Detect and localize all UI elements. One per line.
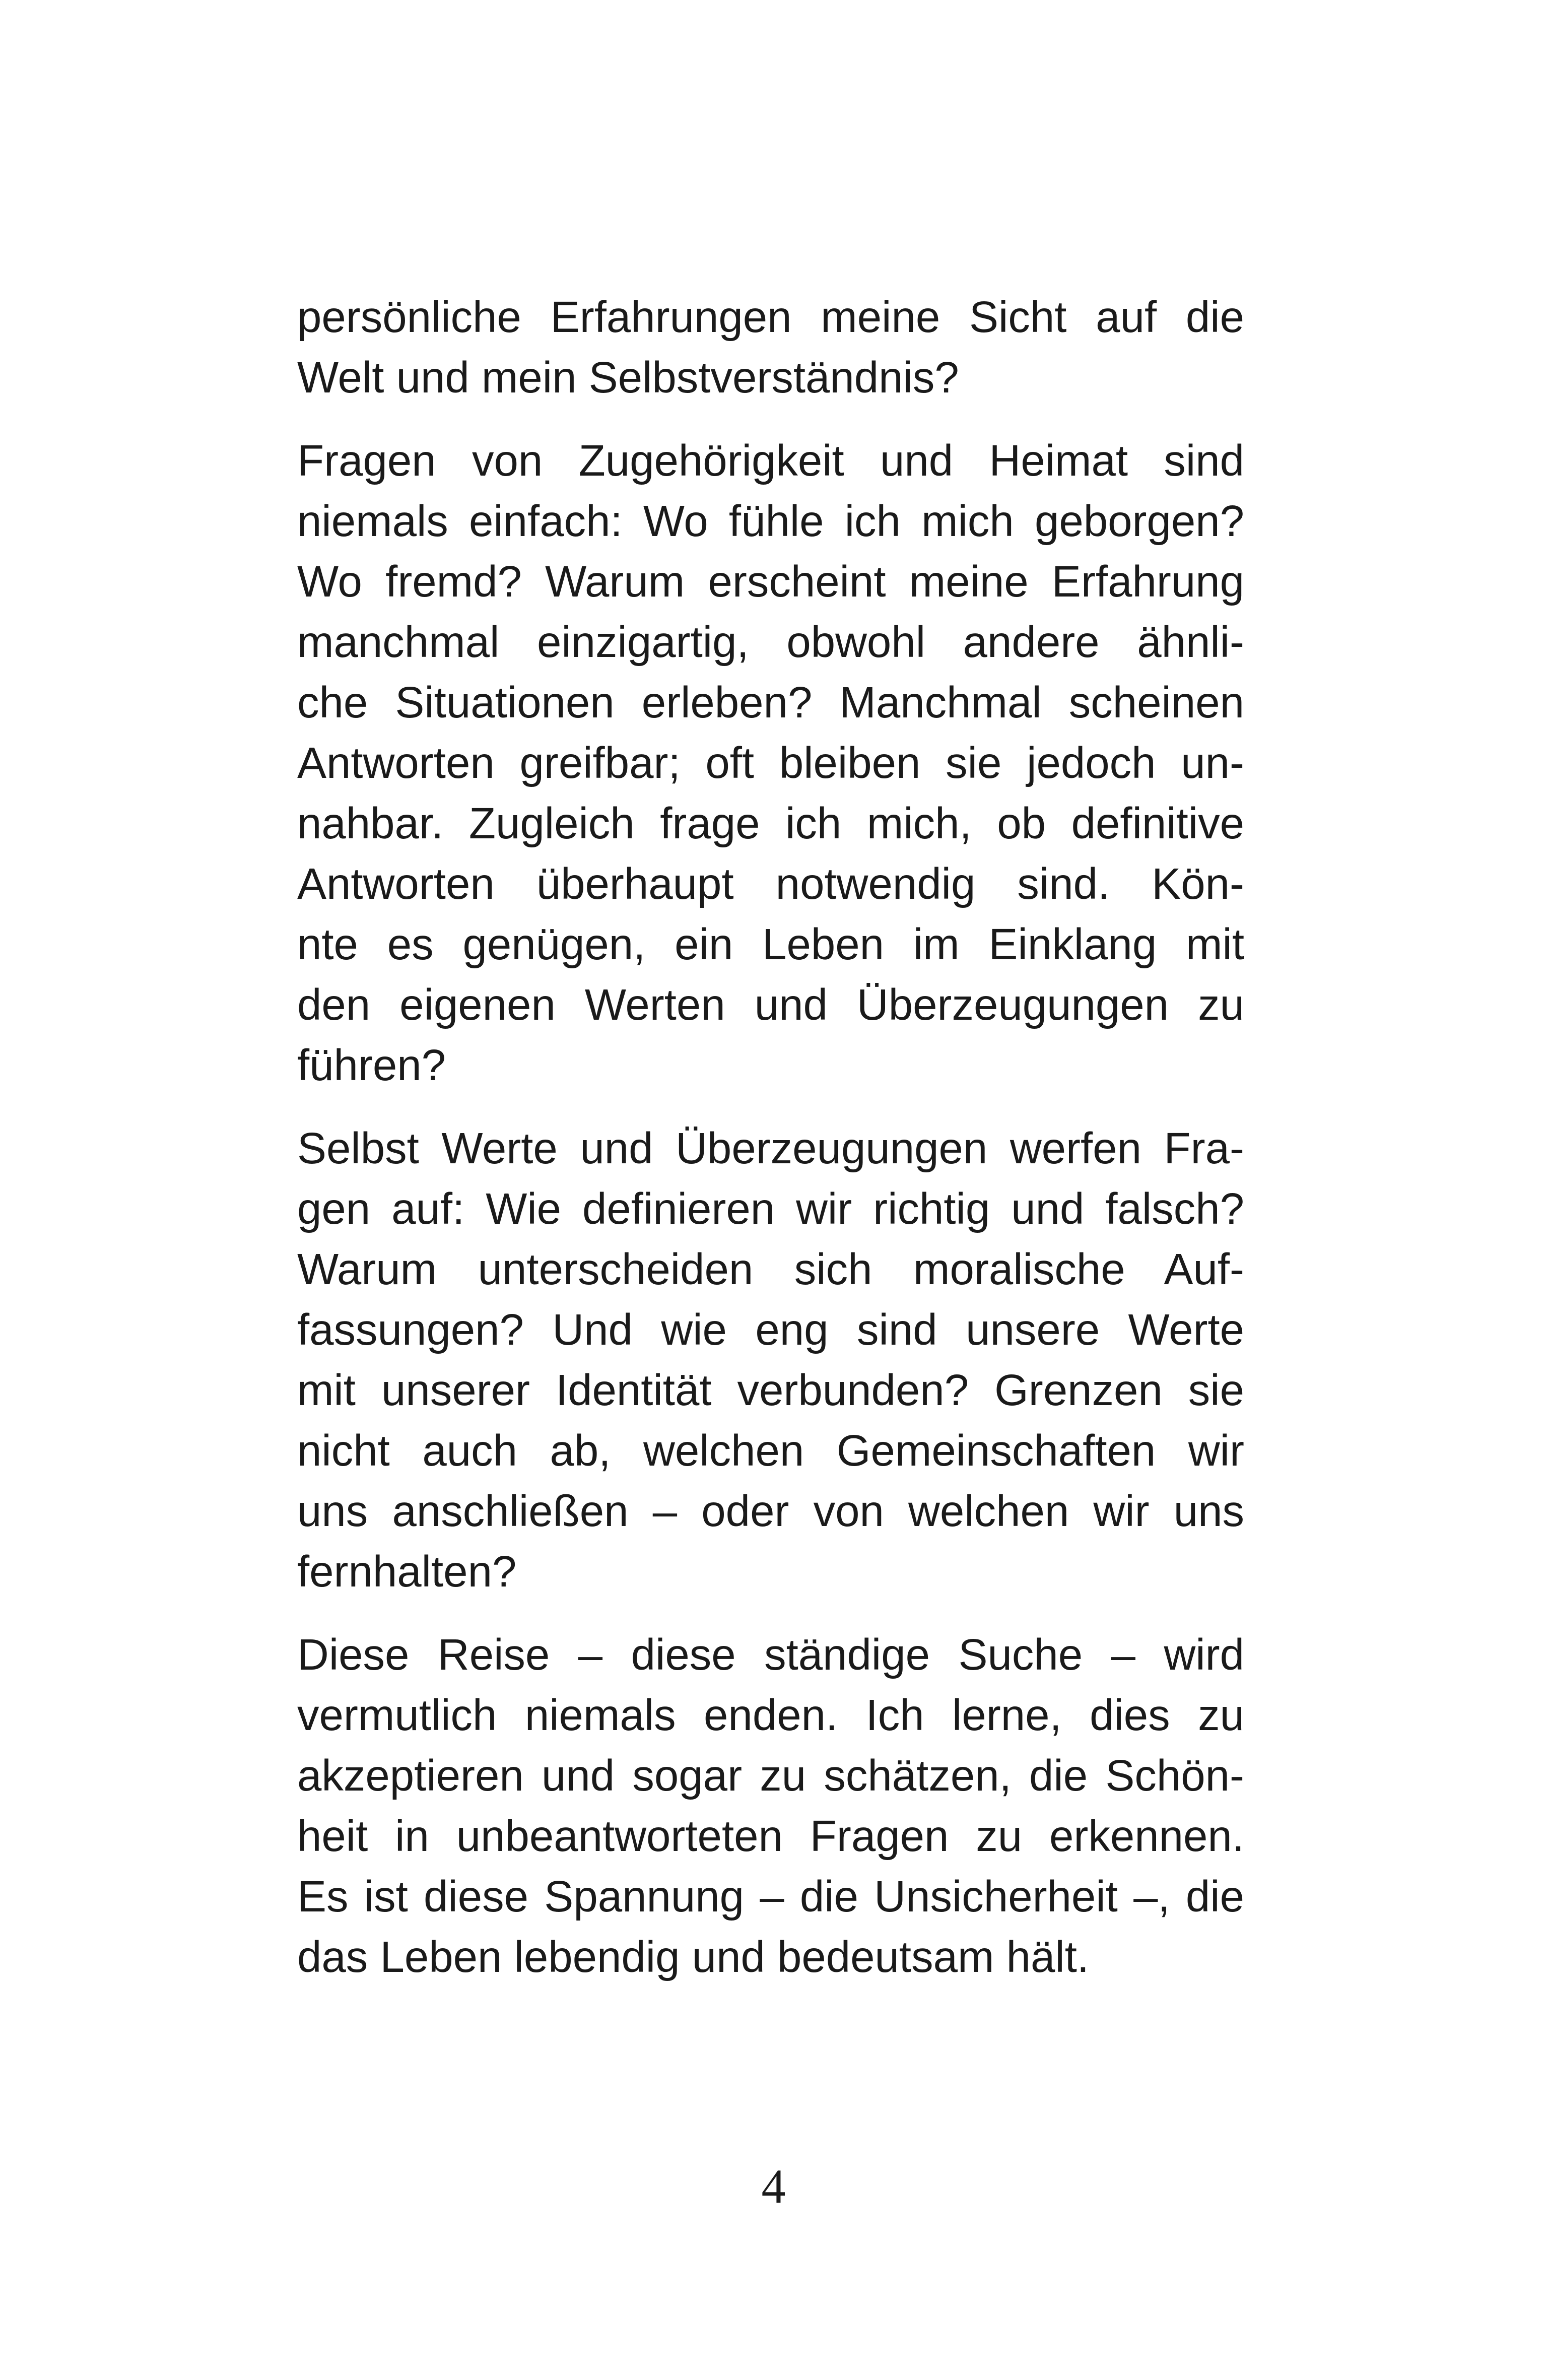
text-line: das Leben lebendig und bedeutsam hält. (297, 1933, 1090, 1981)
text-line: nte es genügen, ein Leben im Einklang mit (297, 920, 1244, 969)
paragraph-2 (297, 431, 1244, 1096)
paragraph-3 (297, 1118, 1244, 1602)
text-line: Diese Reise – diese ständige Suche – wird (297, 1630, 1244, 1679)
text-line: Selbst Werte und Überzeugungen werfen Fra- (297, 1124, 1244, 1173)
text-line: nahbar. Zugleich frage ich mich, ob definitive (297, 799, 1244, 848)
text-line: vermutlich niemals enden. Ich lerne, dies zu (297, 1691, 1244, 1740)
text-line: führen? (297, 1041, 446, 1090)
text-line: Fragen von Zugehörigkeit und Heimat sind (297, 436, 1244, 485)
page-number: 4 (761, 2159, 786, 2213)
text-line: Es ist diese Spannung – die Unsicherheit –, die (297, 1872, 1244, 1921)
body-text (297, 287, 1244, 2010)
text-line: nicht auch ab, welchen Gemeinschaften wir (297, 1426, 1244, 1475)
text-line: gen auf: Wie definieren wir richtig und falsch? (297, 1184, 1244, 1233)
paragraph-4 (297, 1625, 1244, 1988)
text-line: akzeptieren und sogar zu schätzen, die Schön- (297, 1751, 1244, 1800)
text-line: Warum unterscheiden sich moralische Auf- (297, 1245, 1244, 1294)
text-line: fernhalten? (297, 1547, 517, 1596)
text-line: Antworten greifbar; oft bleiben sie jedoch un- (297, 739, 1244, 787)
text-line: den eigenen Werten und Überzeugungen zu (297, 980, 1244, 1029)
text-line: uns anschließen – oder von welchen wir uns (297, 1487, 1244, 1536)
text-line: fassungen? Und wie eng sind unsere Werte (297, 1305, 1244, 1354)
paragraph-1 (297, 287, 1244, 408)
text-line: heit in unbeantworteten Fragen zu erkennen. (297, 1812, 1244, 1861)
text-line: Wo fremd? Warum erscheint meine Erfahrung (297, 557, 1244, 606)
text-line: persönliche Erfahrungen meine Sicht auf die (297, 293, 1244, 342)
text-line: Welt und mein Selbstverständnis? (297, 353, 959, 402)
text-line: Antworten überhaupt notwendig sind. Kön- (297, 860, 1244, 908)
text-line: niemals einfach: Wo fühle ich mich geborgen? (297, 497, 1244, 546)
text-line: che Situationen erleben? Manchmal scheinen (297, 678, 1244, 727)
text-line: manchmal einzigartig, obwohl andere ähnli- (297, 618, 1244, 667)
text-line: mit unserer Identität verbunden? Grenzen sie (297, 1366, 1244, 1415)
